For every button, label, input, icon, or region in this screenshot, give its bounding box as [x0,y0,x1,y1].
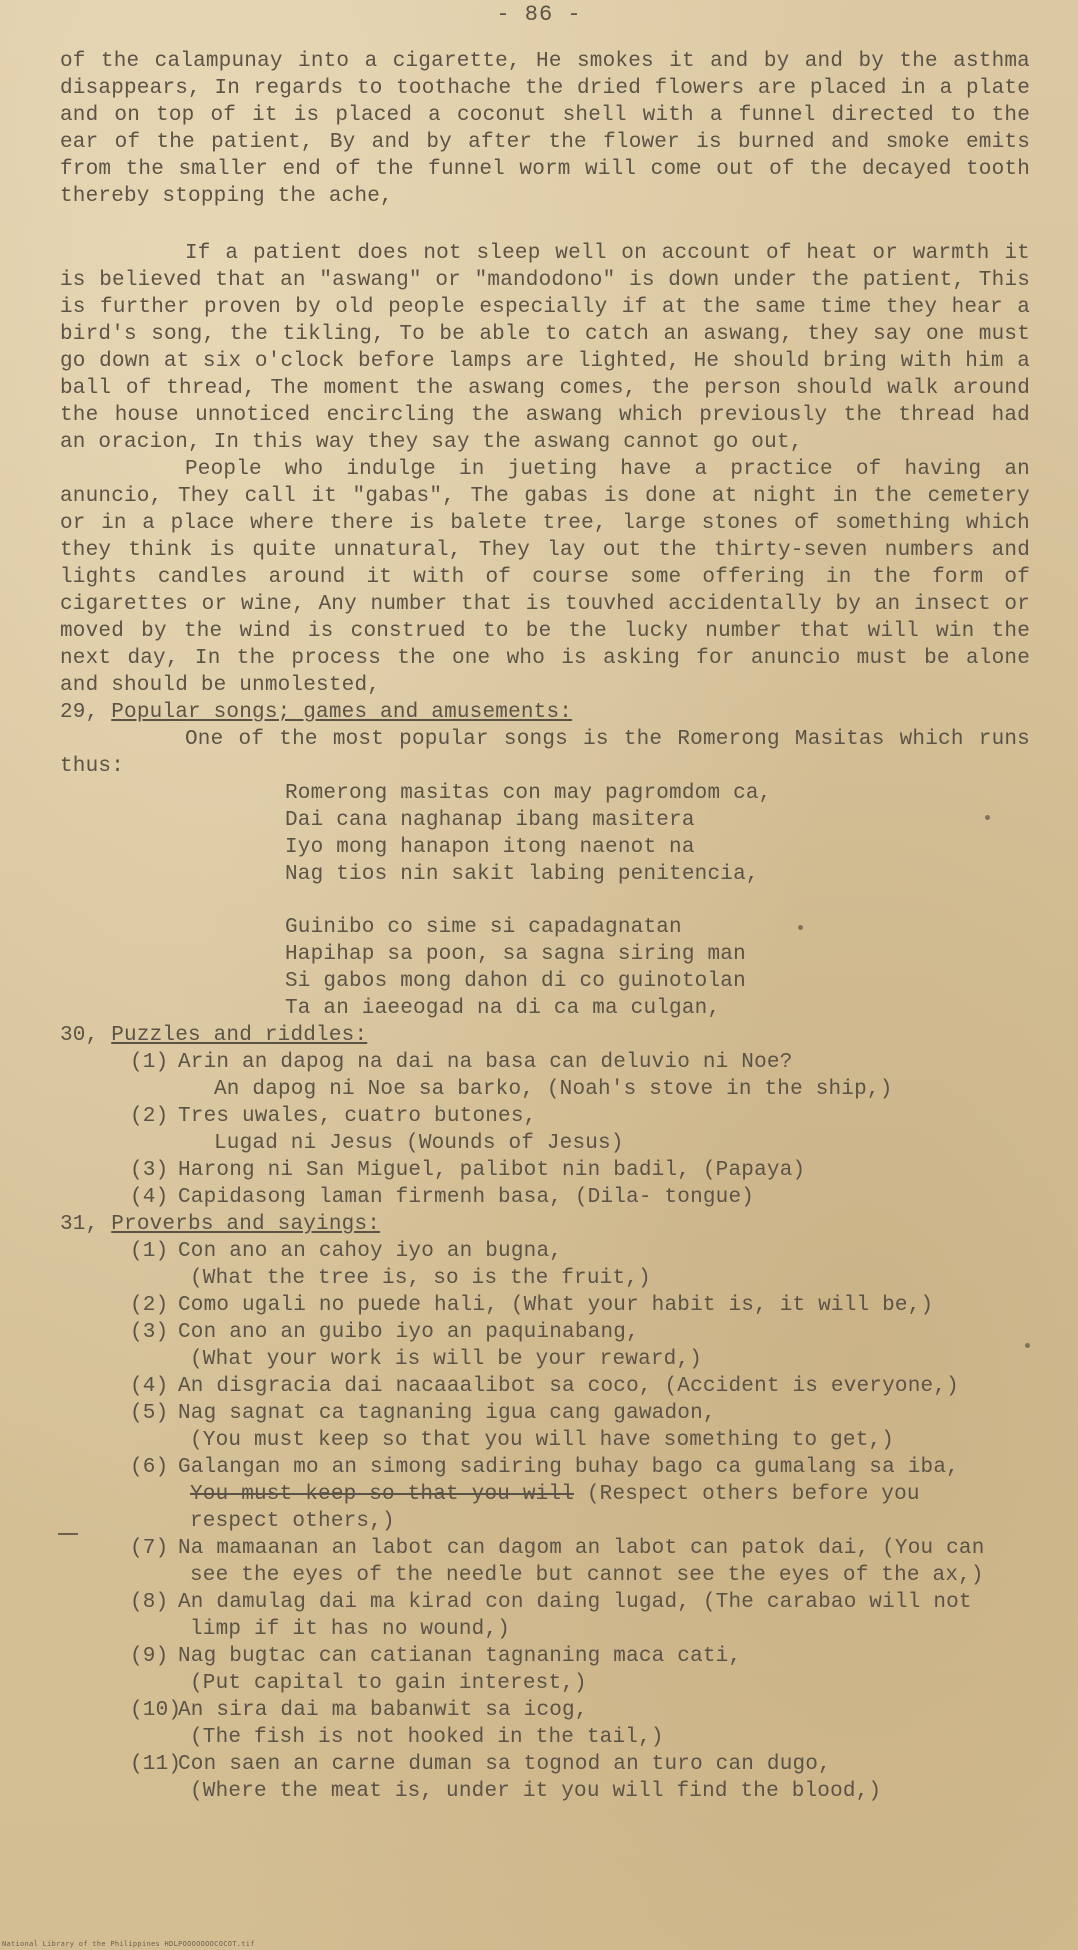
item-marker: (1) [130,1051,169,1074]
list-item [130,1319,1030,1373]
item-translation: (You must keep so that you will have something to get,) [190,1429,895,1452]
ink-spot [985,815,990,820]
section-30-title: Puzzles and riddles: [111,1024,368,1047]
ink-spot [798,925,803,930]
list-item [130,1157,1030,1184]
section-31-heading [60,1211,1030,1238]
section-30-heading [60,1022,1030,1049]
margin-mark [58,1533,78,1535]
section-31-title: Proverbs and sayings: [111,1213,381,1236]
list-item [130,1103,1030,1157]
struck-text: You must keep so that you will [190,1483,575,1506]
item-text: An sira dai ma babanwit sa icog, [178,1699,588,1722]
item-marker: (11) [130,1753,182,1776]
item-text: Nag sagnat ca tagnaning igua cang gawadon, [178,1402,716,1425]
list-item [130,1643,1030,1697]
verse-line: Ta an iaeeogad na di ca ma culgan, [285,997,721,1020]
item-text: Con saen an carne duman sa tognod an turo can dugo, [178,1753,831,1776]
list-item [130,1400,1030,1454]
list-item [130,1751,1030,1805]
item-text: An disgracia dai nacaaalibot sa coco, (Accident is everyone,) [178,1375,959,1398]
jueting-paragraph: People who indulge in jueting have a practice of having an anuncio, They call it "gabas", The gabas is done at night in the cemetery or in a place where there is balete tree, large stones of something which they think is quite unnatural, They lay out the thirty-seven numbers and lights candles around it with of course some offering in the form of cigarettes or wine, Any number that is touvhed accidentally by an insect or moved by the wind is construed to be the lucky number that will win the next day, In the process the one who is asking for anuncio must be alone and should be unmolested, [60,458,1030,697]
item-marker: (5) [130,1402,169,1425]
item-text: Harong ni San Miguel, palibot nin badil, (Papaya) [178,1159,806,1182]
footer-caption: National Library of the Philippines HDLPOOOOOOOCOCOT.tif [2,1940,255,1948]
riddles-list [60,1049,1030,1211]
section-29-intro: One of the most popular songs is the Romerong Masitas which runs thus: [60,728,1030,778]
item-translation-cont: respect others,) [190,1510,395,1533]
list-item [130,1049,1030,1103]
verse-line: Romerong masitas con may pagromdom ca, [285,782,772,805]
song-stanza-1 [60,780,1030,888]
aswang-paragraph: If a patient does not sleep well on account of heat or warmth it is believed that an "aswang" or "mandodono" is down under the patient, This is further proven by old people especially if at the same time they hear a bird's song, the tikling, To be able to catch an aswang, they say one must go down at six o'clock before lamps are lighted, He should bring with him a ball of thread, The moment the aswang comes, the person should walk around the house unnoticed encircling the aswang which previously the thread had an oracion, In this way they say the aswang cannot go out, [60,242,1030,454]
item-marker: (4) [130,1186,169,1209]
item-marker: (7) [130,1537,169,1560]
item-text: Tres uwales, cuatro butones, [178,1105,537,1128]
intro-paragraph: of the calampunay into a cigarette, He smokes it and by and by the asthma disappears, In regards to toothache the dried flowers are placed in a plate and on top of it is placed a coconut shell with a funnel directed to the ear of the patient, By and by after the flower is burned and smoke emits from the smaller end of the funnel worm will come out of the decayed tooth thereby stopping the ache, [60,50,1030,208]
list-item [130,1454,1030,1535]
item-text: Capidasong laman firmenh basa, (Dila- tongue) [178,1186,755,1209]
stanza-gap [60,888,1030,914]
item-marker: (6) [130,1456,169,1479]
section-30-number: 30, [60,1024,99,1047]
item-marker: (3) [130,1159,169,1182]
item-text: Arin an dapog na dai na basa can deluvio ni Noe? [178,1051,793,1074]
verse-line: Dai cana naghanap ibang masitera [285,809,695,832]
item-text: Como ugali no puede hali, (What your habit is, it will be,) [178,1294,934,1317]
verse-line: Si gabos mong dahon di co guinotolan [285,970,746,993]
list-item [130,1373,1030,1400]
item-marker: (2) [130,1105,169,1128]
document-body [60,48,1030,1805]
section-31-number: 31, [60,1213,99,1236]
item-text: Con ano an cahoy iyo an bugna, [178,1240,563,1263]
item-marker: (3) [130,1321,169,1344]
verse-line: Iyo mong hanapon itong naenot na [285,836,695,859]
item-marker: (2) [130,1294,169,1317]
list-item [130,1589,1030,1643]
item-text: Con ano an guibo iyo an paquinabang, [178,1321,639,1344]
item-text: Nag bugtac can catianan tagnaning maca cati, [178,1645,742,1668]
item-translation: see the eyes of the needle but cannot see the eyes of the ax,) [190,1564,984,1587]
verse-line: Hapihap sa poon, sa sagna siring man [285,943,746,966]
item-translation: limp if it has no wound,) [190,1618,511,1641]
proverbs-list [60,1238,1030,1805]
verse-line: Nag tios nin sakit labing penitencia, [285,863,759,886]
item-text: Galangan mo an simong sadiring buhay bago ca gumalang sa iba, [178,1456,959,1479]
song-stanza-2 [60,914,1030,1022]
item-translation: (What the tree is, so is the fruit,) [190,1267,651,1290]
ink-spot [1025,1343,1030,1348]
item-marker: (4) [130,1375,169,1398]
verse-line: Guinibo co sime si capadagnatan [285,916,682,939]
page-number: - 86 - [496,2,582,27]
list-item [130,1697,1030,1751]
item-translation: (What your work is will be your reward,) [190,1348,703,1371]
section-29-heading [60,699,1030,726]
item-translation: (Where the meat is, under it you will find the blood,) [190,1780,882,1803]
section-29-number: 29, [60,701,99,724]
item-translation: (Put capital to gain interest,) [190,1672,587,1695]
list-item [130,1238,1030,1292]
item-marker: (8) [130,1591,169,1614]
item-text: Na mamaanan an labot can dagom an labot can patok dai, (You can [178,1537,985,1560]
item-marker: (1) [130,1240,169,1263]
item-answer: An dapog ni Noe sa barko, (Noah's stove in the ship,) [214,1078,893,1101]
list-item [130,1184,1030,1211]
item-marker: (9) [130,1645,169,1668]
item-answer: Lugad ni Jesus (Wounds of Jesus) [214,1132,624,1155]
item-marker: (10) [130,1699,182,1722]
list-item [130,1535,1030,1589]
item-translation [178,1481,1030,1508]
list-item [130,1292,1030,1319]
item-translation: (The fish is not hooked in the tail,) [190,1726,664,1749]
translation-text: (Respect others before you [574,1483,920,1506]
item-text: An damulag dai ma kirad con daing lugad, (The carabao will not [178,1591,972,1614]
section-29-title: Popular songs; games and amusements: [111,701,573,724]
